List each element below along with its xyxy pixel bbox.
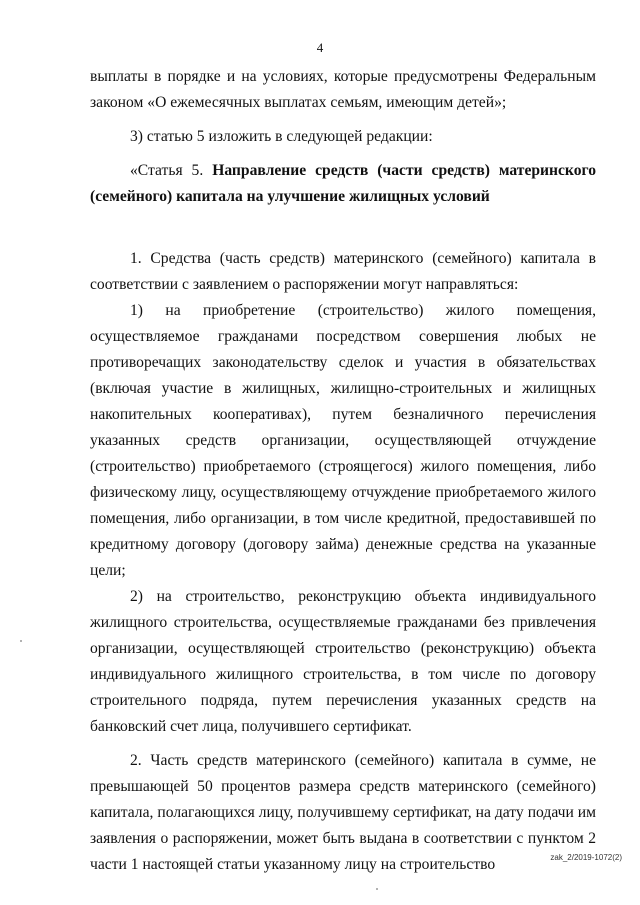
scan-speck [20,640,22,642]
paragraph-subitem-1: 1) на приобретение (строительство) жилого помещения, осуществляемое гражданами посредством совершения любых не противоречащих законодательству сделок и участия в обязательствах (включая участие в жилищных, жилищно-строительных и жилищных накопительных кооперативах), путем безналичного перечисления указанных средств организации, осуществляющей отчуждение (строительство) приобретаемого (строящегося) жилого помещения, либо физическому лицу, осуществляющему отчуждение приобретаемого жилого помещения, либо организации, в том числе кредитной, предоставившей по кредитному договору (договору займа) денежные средства на указанные цели; [90,302,596,579]
article-heading-title: Направление средств (части средств) материнского (семейного) капитала на улучшение жилищных условий [90,162,596,205]
paragraph-item-1: 1. Средства (часть средств) материнского (семейного) капитала в соответствии с заявлением о распоряжении могут направляться: [90,250,596,293]
article-heading [90,158,596,210]
document-code: zak_2/2019-1072(2) [550,853,622,862]
page-number: 4 [316,40,324,55]
scan-speck [376,888,378,890]
paragraph-continuation: выплаты в порядке и на условиях, которые предусмотрены Федеральным законом «О ежемесячных выплатах семьям, имеющим детей»; [90,68,596,111]
paragraph-subitem-2: 2) на строительство, реконструкцию объекта индивидуального жилищного строительства, осуществляемые гражданами без привлечения организации, осуществляющей строительство (реконструкцию) объекта индивидуального жилищного строительства, в том числе по договору строительного подряда, путем перечисления указанных средств на банковский счет лица, получившего сертификат. [90,588,596,735]
article-heading-prefix: «Статья 5. [130,162,213,179]
document-body [90,64,596,878]
paragraph-item-2: 2. Часть средств материнского (семейного) капитала в сумме, не превышающей 50 процентов размера средств материнского (семейного) капитала, полагающихся лицу, получившему сертификат, на дату подачи им заявления о распоряжении, может быть выдана в соответствии с пунктом 2 части 1 настоящей статьи указанному лицу на строительство [90,752,596,873]
paragraph-amendment-3: 3) статью 5 изложить в следующей редакции: [130,128,433,145]
